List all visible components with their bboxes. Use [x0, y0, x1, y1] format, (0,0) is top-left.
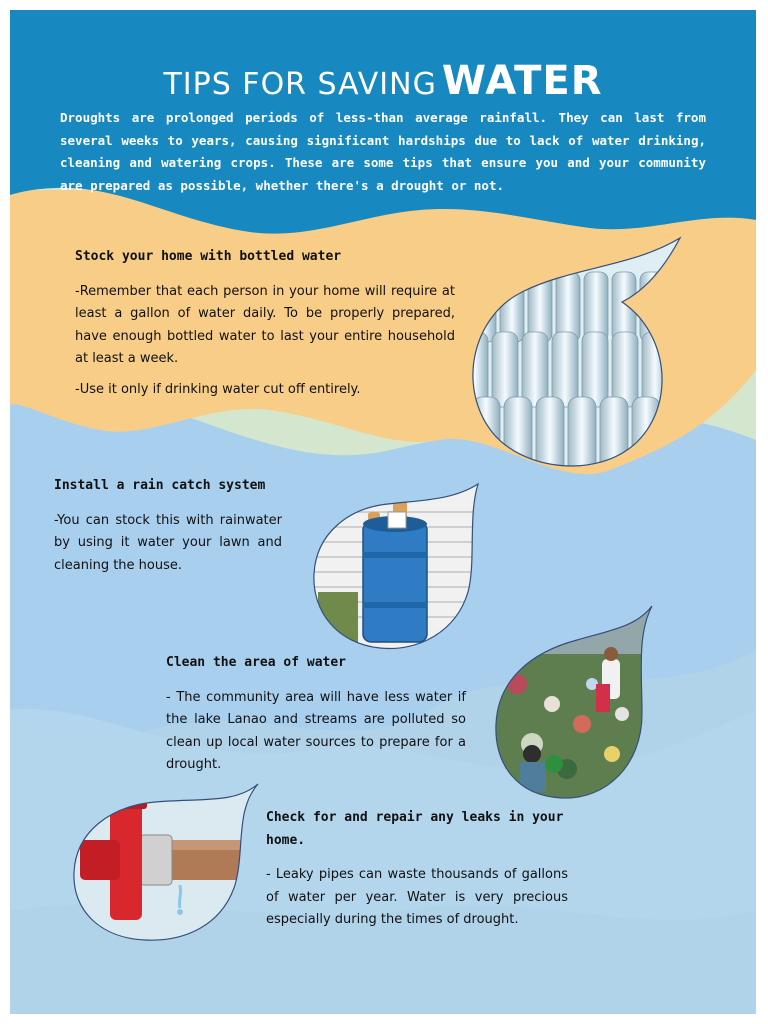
tip-rain-catch: [54, 475, 282, 585]
tip-paragraph: - Leaky pipes can waste thousands of gallons of water per year. Water is very precious especially during the times of drought.: [266, 867, 568, 927]
title-part-1: TIPS FOR SAVING: [163, 67, 437, 102]
tip-heading: Clean the area of water: [166, 655, 347, 670]
intro-paragraph: Droughts are prolonged periods of less-than average rainfall. They can last from several weeks to years, causing significant hardships due to lack of water drinking, cleaning and watering crops. These are some tips that ensure you and your community are prepared as possible, whether there's a drought or not.: [60, 110, 706, 193]
tip-heading: Stock your home with bottled water: [75, 249, 342, 264]
tip-paragraph: -Use it only if drinking water cut off entirely.: [75, 381, 361, 397]
lake-cleanup-photo: [492, 604, 658, 804]
page-title: [10, 58, 756, 104]
tip-paragraph: -Remember that each person in your home will require at least a gallon of water daily. To be properly prepared, have enough bottled water to last your entire household at least a week.: [75, 283, 455, 366]
tip-heading: Install a rain catch system: [54, 478, 266, 493]
title-part-2: WATER: [441, 58, 603, 104]
tip-repair-leaks: [266, 807, 568, 940]
leaky-pipe-illustration: [70, 780, 260, 946]
tip-paragraph: - The community area will have less water if the lake Lanao and streams are polluted so clean up local water sources to prepare for a drought.: [166, 689, 466, 772]
poster: [10, 10, 756, 1014]
tip-clean-water-area: [166, 652, 466, 785]
tip-bottled-water: [75, 246, 455, 409]
bottled-water-photo: [462, 232, 688, 468]
tip-heading: Check for and repair any leaks in your home.: [266, 810, 564, 848]
tip-paragraph: -You can stock this with rainwater by using it water your lawn and cleaning the house.: [54, 512, 282, 573]
rain-barrel-illustration: [308, 482, 484, 654]
